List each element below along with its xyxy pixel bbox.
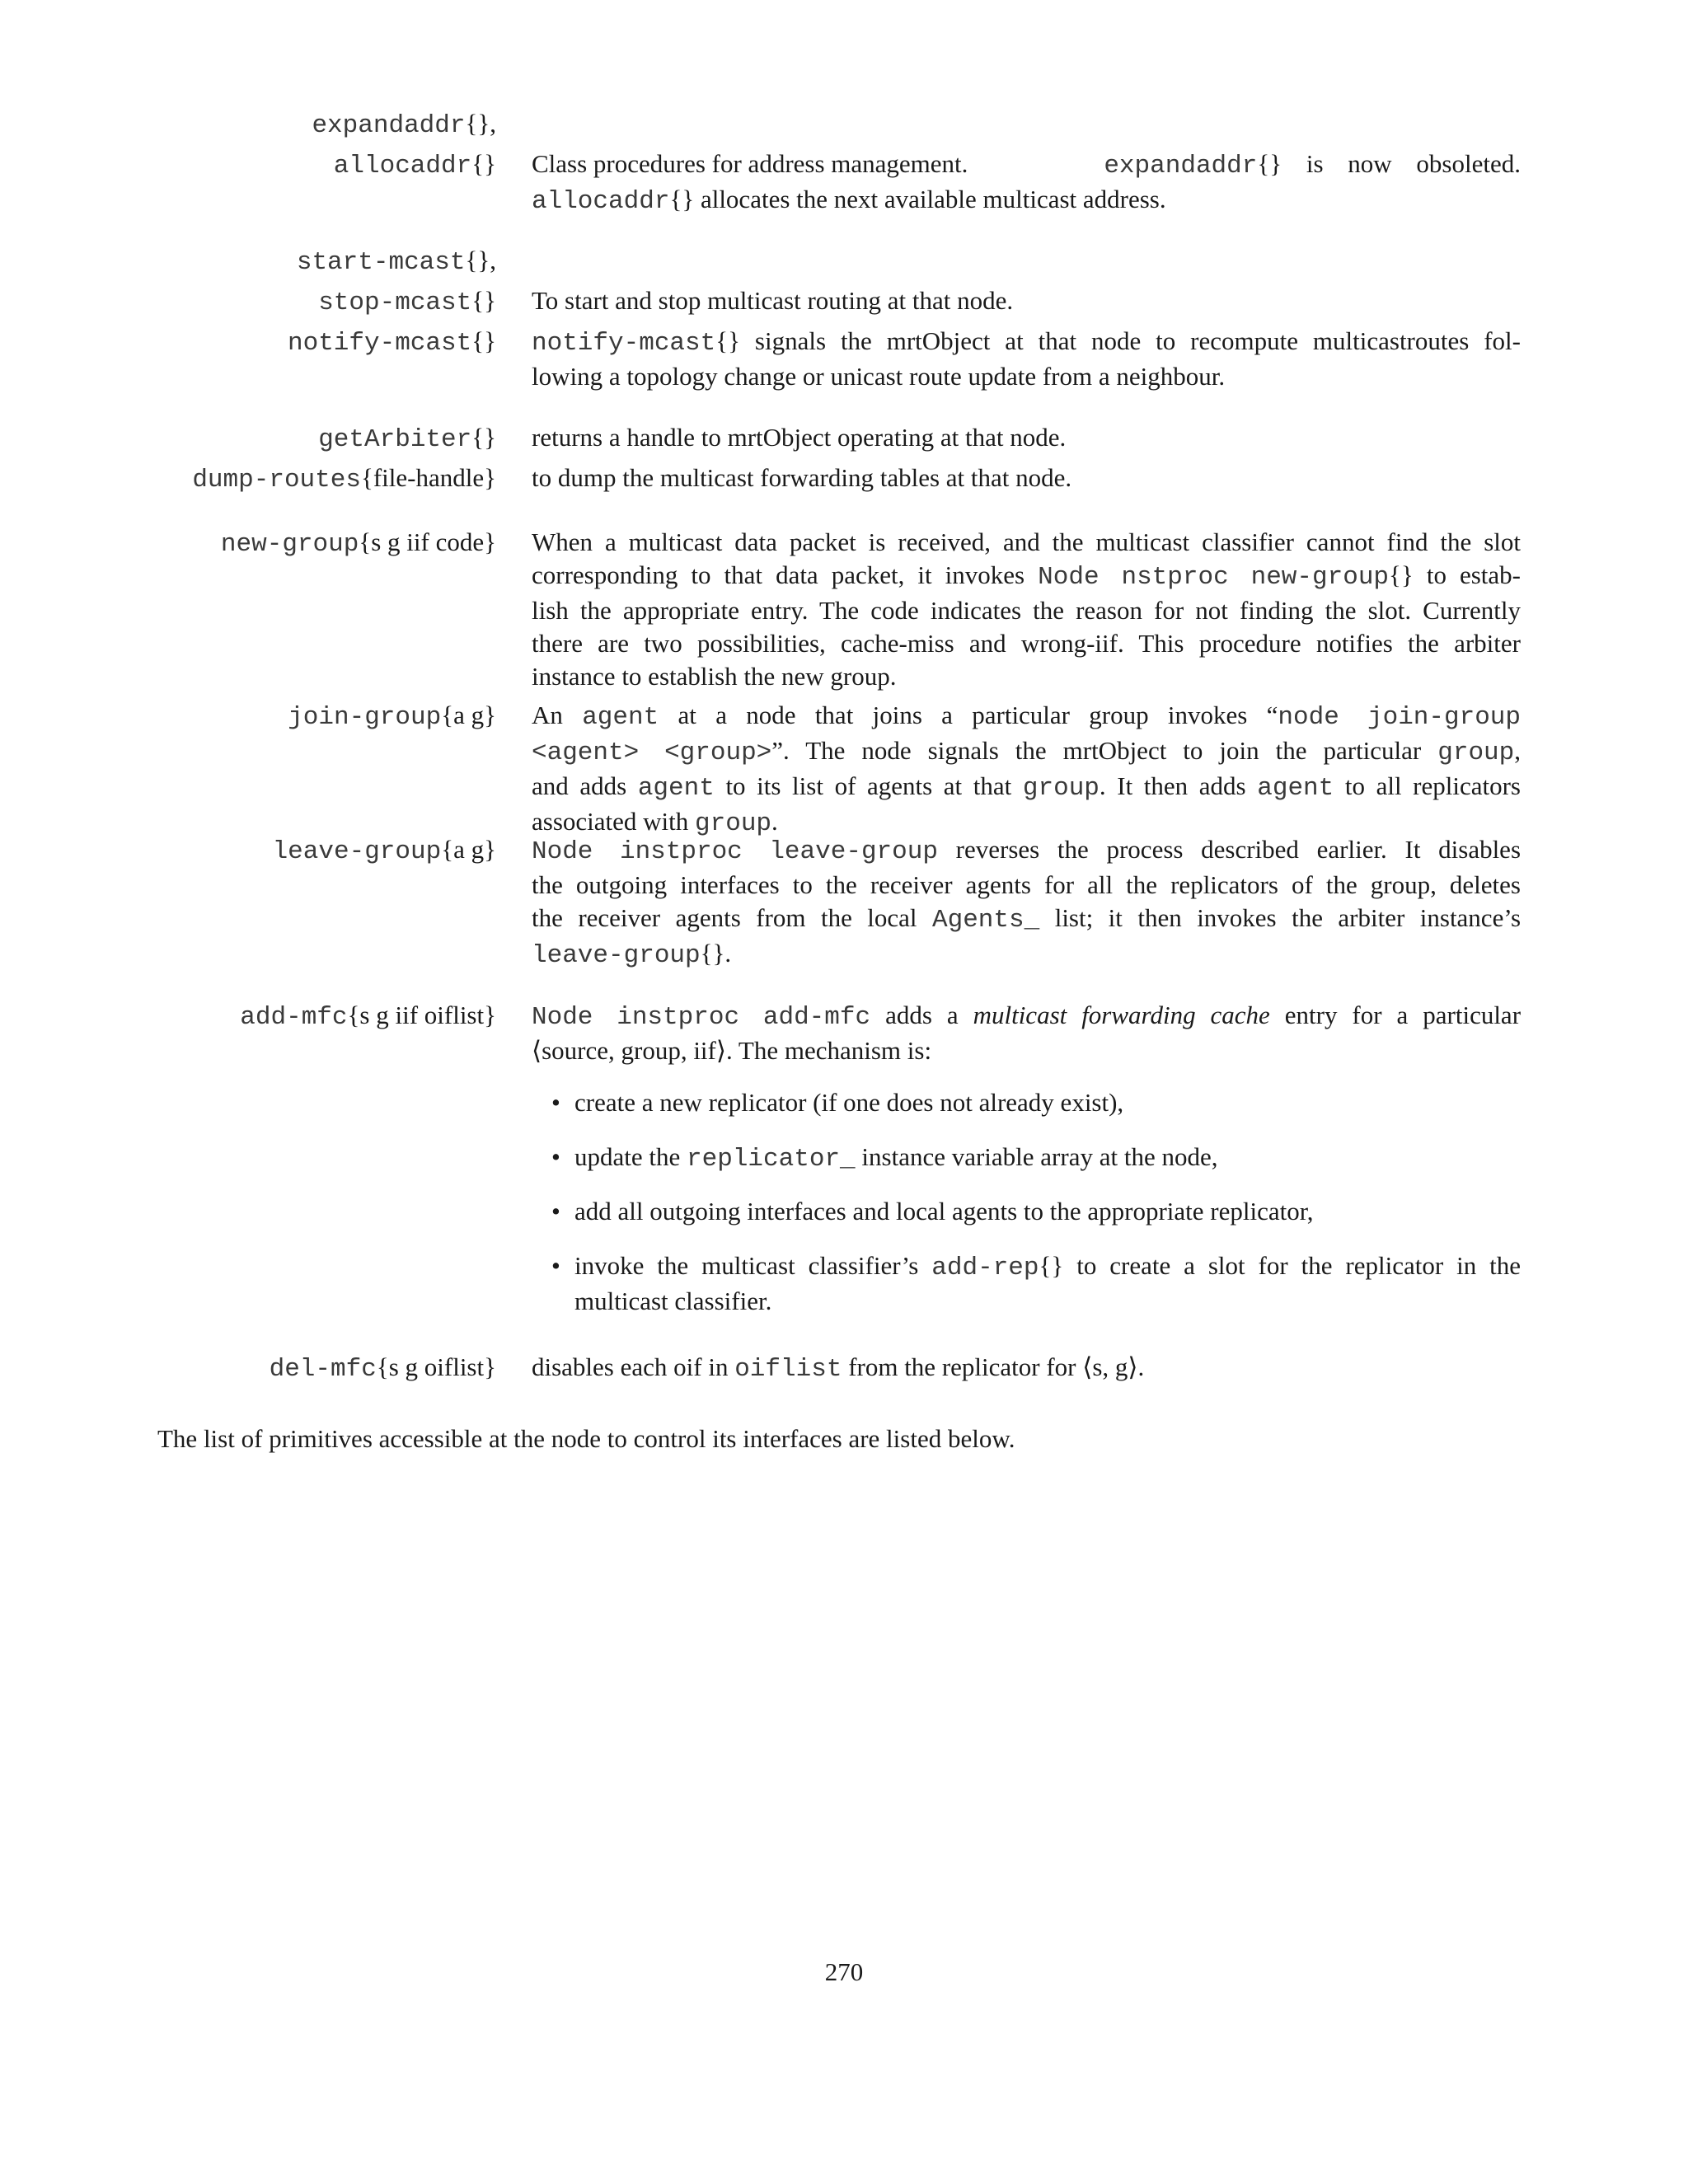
- bullet-item: • invoke the multicast classifier’s add-rep{} to create a slot for the replicator in the multicast classifier.: [551, 1251, 1521, 1315]
- closing-paragraph: The list of primitives accessible at the node to control its interfaces are listed below.: [157, 1424, 1015, 1453]
- term-add-mfc: add-mfc{s g iif oiflist}: [240, 1001, 496, 1032]
- term-expandaddr: expandaddr{},: [312, 109, 496, 140]
- bullet-glyph: •: [551, 1142, 560, 1171]
- term-del-mfc: del-mfc{s g oiflist}: [269, 1352, 496, 1384]
- bullet-glyph: •: [551, 1251, 560, 1280]
- desc-allocaddr: Class procedures for address management. expandaddr{} is now obsoleted. allocaddr{} allocates the next available multicast address.: [532, 149, 1521, 216]
- term-getArbiter: getArbiter{}: [318, 423, 496, 454]
- term-leave-group: leave-group{a g}: [272, 835, 496, 866]
- bullet-glyph: •: [551, 1088, 560, 1117]
- bullet-item: • add all outgoing interfaces and local agents to the appropriate replicator,: [574, 1195, 1521, 1228]
- bullet-glyph: •: [551, 1197, 560, 1226]
- page-number: 270: [824, 1957, 864, 1986]
- bullet-item: • update the replicator_ instance variable array at the node,: [551, 1142, 1218, 1174]
- desc-notify-mcast: notify-mcast{} signals the mrtObject at that node to recompute multicastroutes fol- lowing a topology change or unicast route update from a neighbour.: [532, 326, 1521, 391]
- term-start-mcast: start-mcast{},: [296, 246, 496, 277]
- desc-dump-routes: to dump the multicast forwarding tables at that node.: [532, 463, 1072, 492]
- term-stop-mcast: stop-mcast{}: [318, 286, 496, 317]
- desc-stop-mcast: To start and stop multicast routing at that node.: [532, 286, 1014, 315]
- term-join-group: join-group{a g}: [288, 701, 496, 732]
- desc-del-mfc: disables each oif in oiflist from the replicator for ⟨s, g⟩.: [532, 1352, 1145, 1384]
- desc-new-group: When a multicast data packet is received, and the multicast classifier cannot find the slot corresponding to that data packet, it invokes Node nstproc new-group{} to estab- lish the appropriate entry. The code indicates the reason for not finding the slot. Currently there are two possibilities, cache-miss and wrong-iif. This procedure notifies the arbiter instance to establish the new group.: [532, 527, 1522, 691]
- term-new-group: new-group{s g iif code}: [220, 527, 496, 559]
- term-allocaddr: allocaddr{}: [333, 149, 496, 180]
- desc-add-mfc: Node instproc add-mfc adds a multicast forwarding cache entry for a particular ⟨source, group, iif⟩. The mechanism is:: [532, 1001, 1522, 1065]
- term-notify-mcast: notify-mcast{}: [287, 326, 496, 358]
- desc-join-group: An agent at a node that joins a particular group invokes “node join-group <agent> <group>”. The node signals the mrtObject to join the particular group, and adds agent to its list of agents at that group. It then adds agent to all replicators associated with group.: [532, 701, 1522, 838]
- term-dump-routes: dump-routes{file-handle}: [192, 463, 496, 494]
- bullet-item: • create a new replicator (if one does not already exist),: [574, 1086, 1521, 1119]
- desc-leave-group: Node instproc leave-group reverses the process described earlier. It disables the outgoing interfaces to the receiver agents for all the replicators of the group, deletes the receiver agents from the local Agents_ list; it then invokes the arbiter instance’s leave-group{}.: [532, 835, 1522, 970]
- desc-getArbiter: returns a handle to mrtObject operating at that node.: [532, 423, 1067, 452]
